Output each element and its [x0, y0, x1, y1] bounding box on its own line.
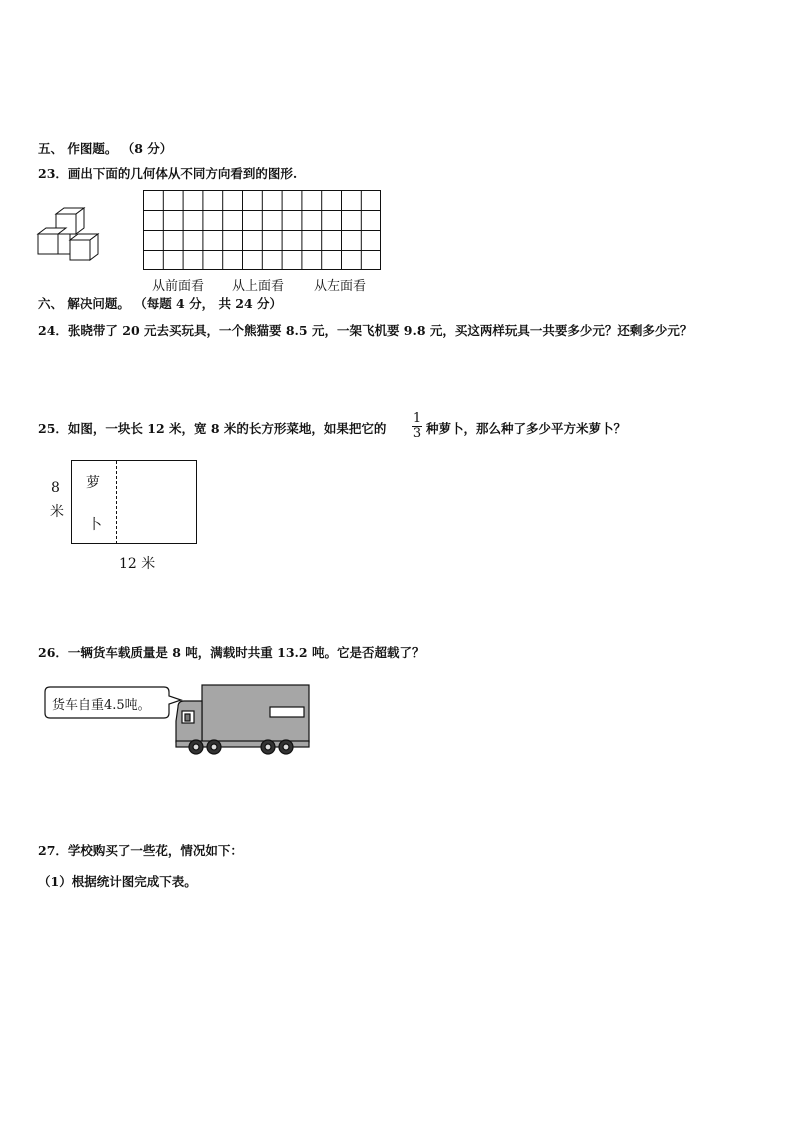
question-27-text: 27．学校购买了一些花，情况如下： [38, 843, 243, 858]
fraction-denominator: 3 [412, 426, 422, 441]
question-25-text-part1: 25．如图，一块长 12 米，宽 8 米的长方形菜地，如果把它的 [38, 421, 387, 436]
section-6-heading: 六、 解决问题。 （每题 4 分， 共 24 分） [38, 296, 283, 311]
fraction-numerator: 1 [412, 411, 422, 426]
radish-label-bottom: 卜 [88, 517, 102, 533]
fraction-one-third [411, 412, 423, 441]
view-label-left: 从左面看 [314, 279, 367, 294]
question-23-text: 23．画出下面的几何体从不同方向看到的图形. [38, 166, 298, 181]
question-24-text: 24．张晓带了 20 元去买玩具，一个熊猫要 8.5 元，一架飞机要 9.8 元，买这两样玩具一共要多少元？还剩多少元？ [38, 323, 693, 338]
question-26-text: 26．一辆货车载质量是 8 吨，满载时共重 13.2 吨。它是否超载了？ [38, 645, 425, 660]
cube-solid-figure [36, 206, 108, 260]
question-27-subquestion-1: （1）根据统计图完成下表。 [38, 874, 197, 889]
section-5-heading: 五、 作图题。 （8 分） [38, 141, 173, 156]
question-25-text-part2: 种萝卜，那么种了多少平方米萝卜？ [426, 421, 627, 436]
view-label-top: 从上面看 [232, 279, 285, 294]
view-label-front: 从前面看 [152, 279, 205, 294]
radish-label-top: 萝 [86, 475, 100, 491]
speech-bubble-text: 货车自重4.5吨。 [52, 698, 151, 713]
truck-illustration [174, 683, 312, 757]
height-label-unit: 米 [50, 504, 64, 520]
drawing-grid[interactable] [143, 190, 381, 270]
width-label: 12 米 [119, 556, 156, 572]
height-label-number: 8 [51, 480, 60, 496]
